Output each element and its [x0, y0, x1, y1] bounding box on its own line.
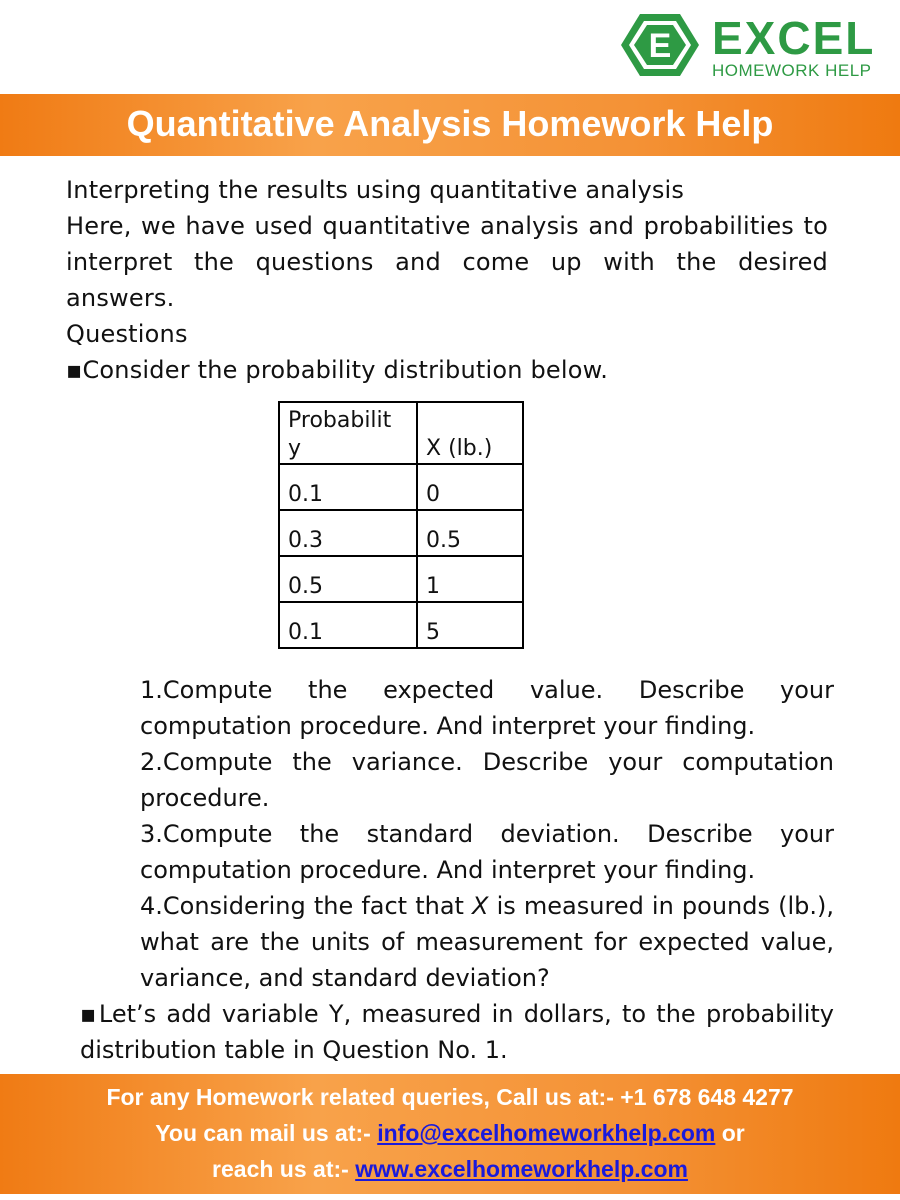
brand-logo [620, 12, 890, 78]
email-link[interactable]: info@excelhomeworkhelp.com [377, 1120, 716, 1146]
variable-x: X [472, 892, 489, 920]
questions-label: Questions [66, 320, 188, 348]
logo-letter: E [648, 27, 672, 65]
table-cell: 0.5 [417, 510, 523, 556]
footer-email-line: You can mail us at:- info@excelhomeworkhelp.com or [155, 1120, 745, 1146]
intro-heading: Interpreting the results using quantitative analysis [66, 176, 685, 204]
table-row [279, 602, 523, 648]
table-header-cell: X (lb.) [417, 402, 523, 464]
table-cell: 0.1 [279, 464, 417, 510]
table-row [279, 556, 523, 602]
table-cell: 1 [417, 556, 523, 602]
bullet-item: ▪Let’s add variable Y, measured in dollars, to the probability distribution table in Question No. 1. [80, 1000, 834, 1064]
footer-phone-line: For any Homework related queries, Call us at:- +1 678 648 4277 [106, 1084, 794, 1110]
intro-paragraph: Here, we have used quantitative analysis and probabilities to interpret the questions and come up with the desired answers. [66, 212, 828, 312]
footer-website-line: reach us at:- www.excelhomeworkhelp.com [212, 1156, 688, 1182]
question-item: 4.Considering the fact that X is measured in pounds (lb.), what are the units of measurement for expected value, variance, and standard deviation? [140, 892, 834, 992]
logo-hexagon-icon [620, 12, 700, 78]
website-link[interactable]: www.excelhomeworkhelp.com [355, 1156, 688, 1182]
question-list [140, 672, 834, 996]
table-cell: 0.3 [279, 510, 417, 556]
table-row [279, 464, 523, 510]
logo-brand-text: EXCEL [712, 12, 876, 64]
title-banner [0, 94, 900, 156]
table-cell: 5 [417, 602, 523, 648]
table-row [279, 510, 523, 556]
table-header-cell: Probability [279, 402, 417, 464]
question-item: 2.Compute the variance. Describe your computation procedure. [140, 748, 834, 812]
logo-tagline: HOMEWORK HELP [712, 61, 872, 80]
table-header-row [279, 402, 523, 464]
page-title: Quantitative Analysis Homework Help [126, 103, 774, 144]
table-cell: 0 [417, 464, 523, 510]
question-item: 3.Compute the standard deviation. Describe your computation procedure. And interpret your finding. [140, 820, 834, 884]
probability-table [278, 401, 524, 649]
table-cell: 0.1 [279, 602, 417, 648]
bullet-item: ▪Consider the probability distribution below. [66, 356, 609, 384]
question-item: 1.Compute the expected value. Describe your computation procedure. And interpret your finding. [140, 676, 834, 740]
contact-footer [0, 1074, 900, 1194]
intro-section [66, 172, 828, 388]
table-cell: 0.5 [279, 556, 417, 602]
